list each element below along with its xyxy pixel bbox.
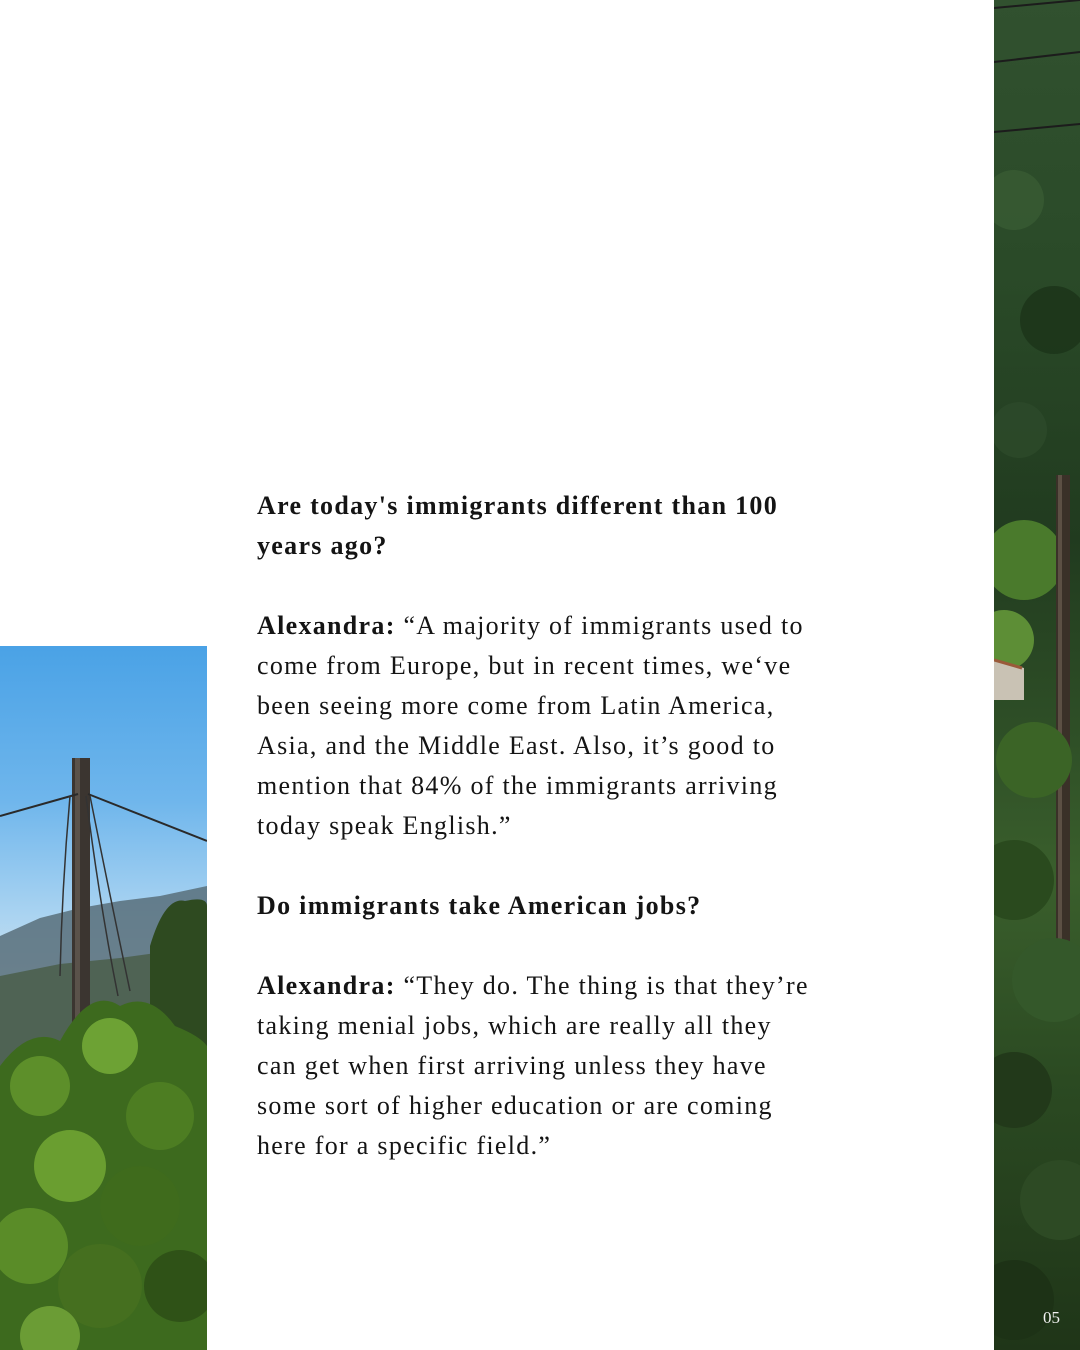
speaker-name: Alexandra:	[257, 611, 396, 640]
answer-paragraph	[257, 966, 817, 1166]
answer-text: “They do. The thing is that they’re taking menial jobs, which are really all they can get when first arriving unless they have some sort of higher education or are coming here for a specific field.”	[257, 971, 809, 1160]
answer-paragraph	[257, 606, 817, 846]
landscape-photo-left	[0, 646, 207, 1350]
speaker-name: Alexandra:	[257, 971, 396, 1000]
answer-text: “A majority of immigrants used to come from Europe, but in recent times, we‘ve been seeing more come from Latin America, Asia, and the Middle East. Also, it’s good to mention that 84% of the immigrants arriving today speak English.”	[257, 611, 804, 840]
paragraph-gap	[257, 926, 817, 966]
paragraph-gap	[257, 566, 817, 606]
question-heading: Do immigrants take American jobs?	[257, 891, 702, 920]
paragraph-gap	[257, 846, 817, 886]
page-number: 05	[1043, 1308, 1060, 1327]
interview-text	[257, 486, 817, 1166]
forest-photo-right	[994, 0, 1080, 1350]
question-heading: Are today's immigrants different than 100 years ago?	[257, 491, 779, 560]
